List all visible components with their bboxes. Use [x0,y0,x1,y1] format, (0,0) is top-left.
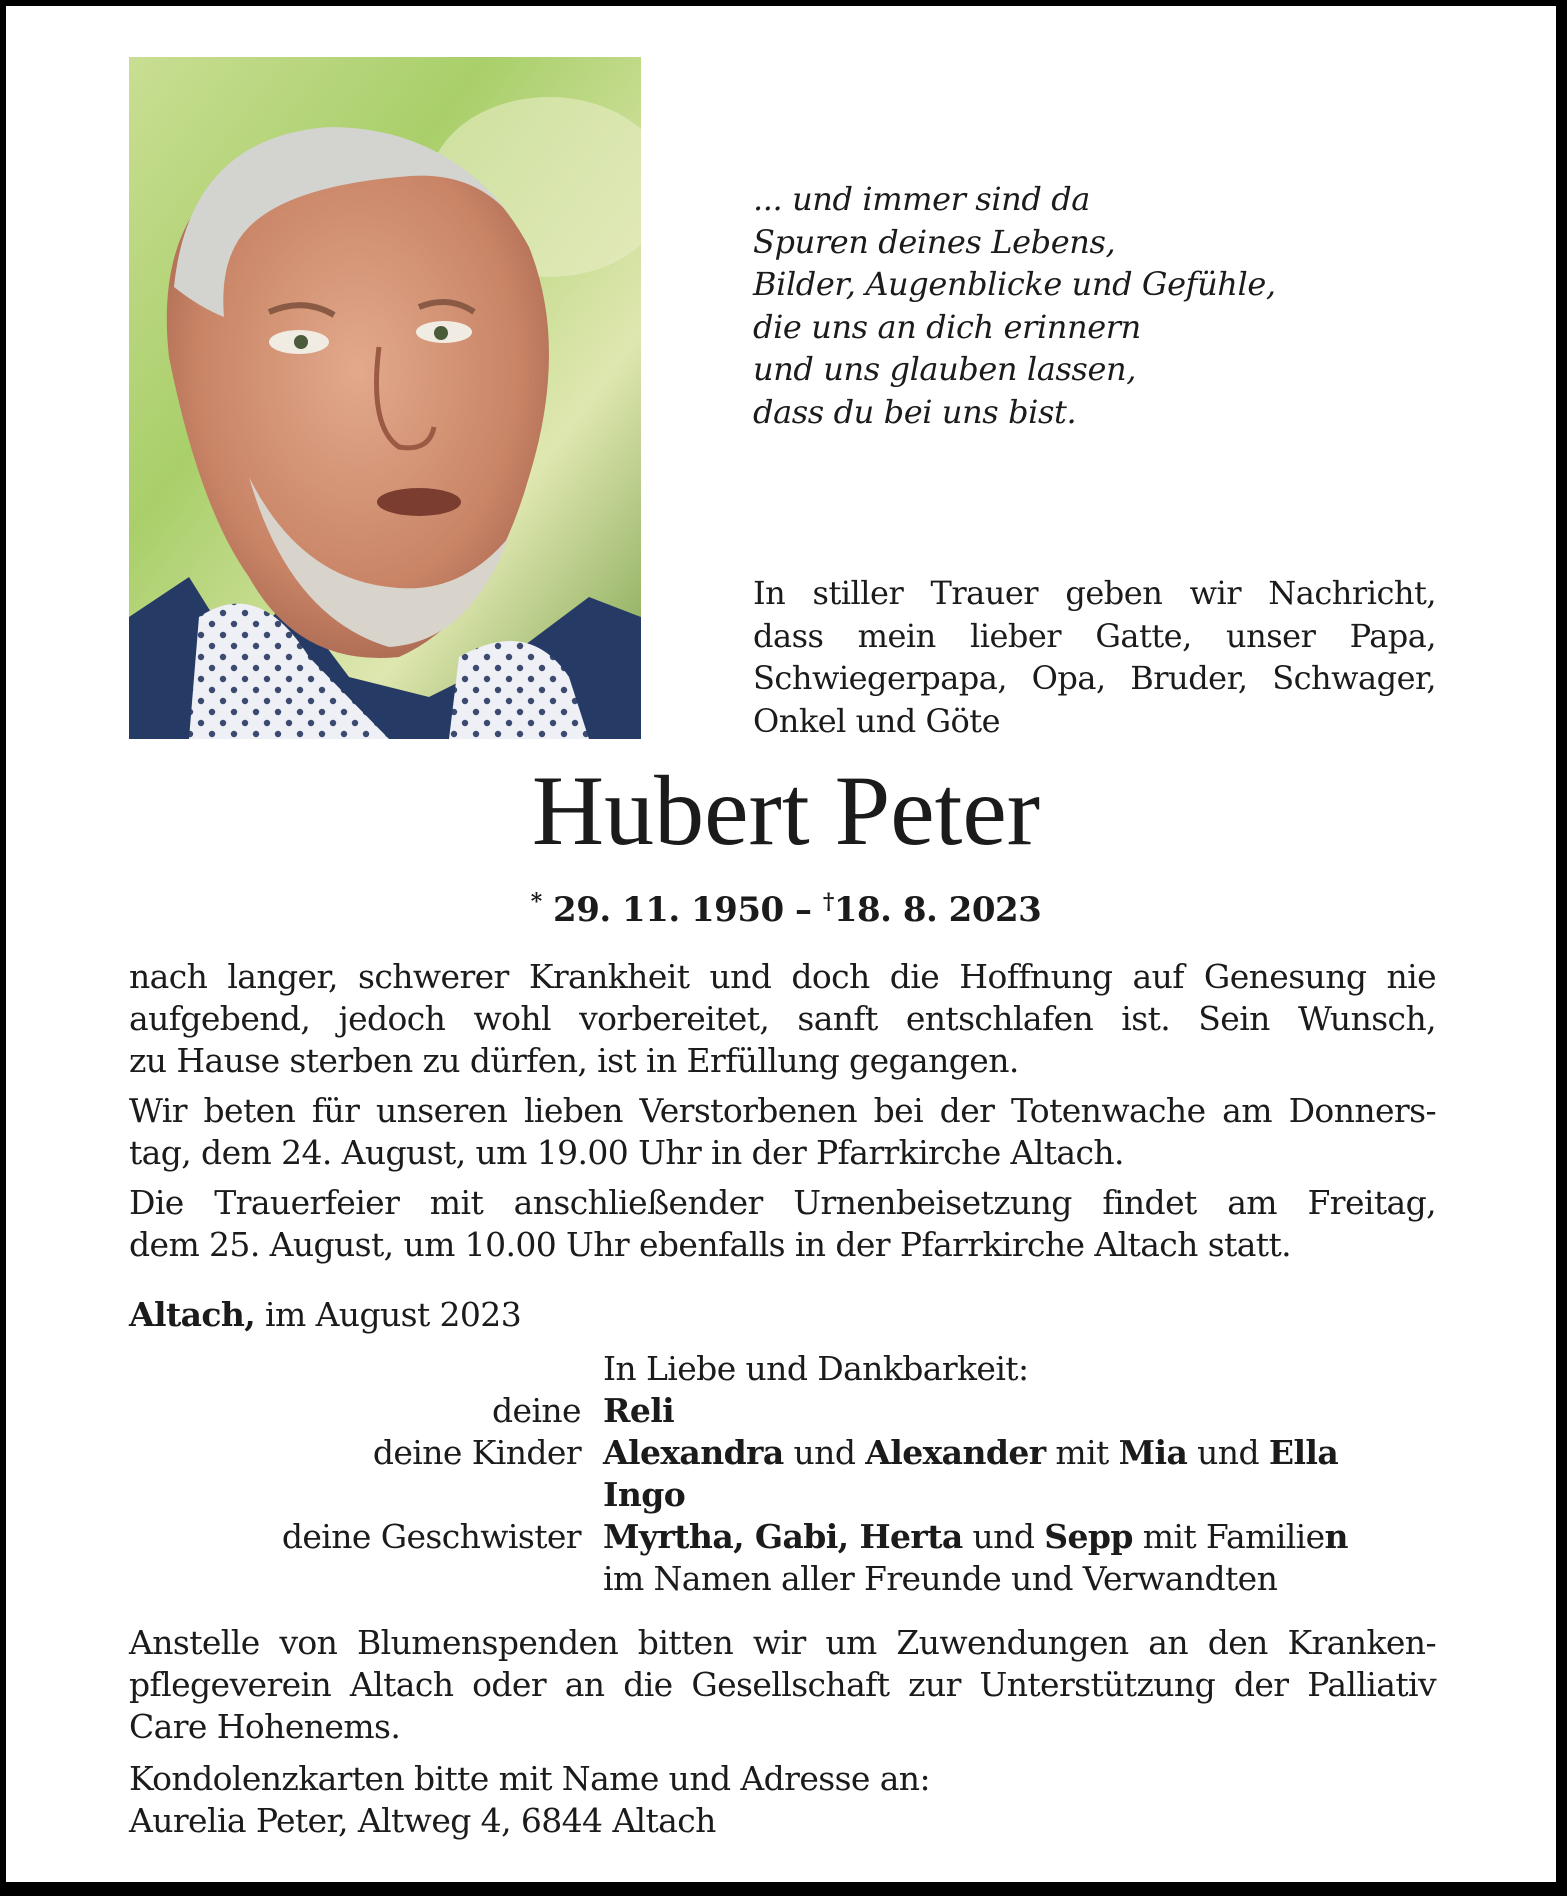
mourners-heading: In Liebe und Dankbarkeit: [603,1349,1029,1388]
donation-note [129,1622,1436,1748]
mourner-row-children: deine Kinder Alexandra und Alexander mit Mia und Ella [129,1432,1449,1474]
poem-line: dass du bei uns bist. [753,392,1077,431]
condolence-address [129,1758,1436,1842]
intro-line: Schwiegerpapa, Opa, Bruder, Schwager, [753,659,1436,697]
mourner-label: deine Kinder [372,1433,581,1472]
place-and-date [129,1294,521,1336]
body-line: Die Trauerfeier mit anschließender Urnenbeisetzung findet am Freitag, [129,1183,1436,1222]
death-date: 18. 8. 2023 [833,890,1042,930]
paragraph-passing [129,956,1436,1082]
body-line: tag, dem 24. August, um 19.00 Uhr in der Pfarrkirche Altach. [129,1133,1124,1172]
mourner-label: deine Geschwister [281,1517,581,1556]
closing-line: Aurelia Peter, Altweg 4, 6844 Altach [129,1801,716,1840]
poem-line: die uns an dich erinnern [753,307,1141,346]
mourner-name: Sepp [1044,1517,1133,1556]
birth-date: 29. 11. 1950 [553,890,784,930]
portrait-image [129,57,641,739]
deceased-name: Hubert Peter [531,755,1041,866]
announcement-body [129,956,1436,1274]
date: im August 2023 [265,1295,522,1334]
mourner-label: deine [492,1391,581,1430]
intro-line: dass mein lieber Gatte, unser Papa, [753,616,1436,655]
mourner-name: Reli [603,1391,675,1430]
body-line: zu Hause sterben zu dürfen, ist in Erfüllung gegangen. [129,1041,1019,1080]
closing-line: pflegeverein Altach oder an die Gesellschaft zur Unterstützung der Palliativ [129,1665,1436,1704]
closing-line: Anstelle von Blumenspenden bitten wir um Zuwendungen an den Kranken- [129,1623,1436,1662]
obituary-page [6,6,1556,1882]
poem-line: und uns glauben lassen, [753,350,1136,388]
announcement-intro [753,572,1436,742]
place: Altach, [129,1295,256,1334]
birth-symbol: * [530,889,542,915]
mourner-name: Mia [1118,1433,1188,1472]
poem [753,178,1453,433]
life-dates [6,882,1556,930]
mourner-row-friends [129,1558,1449,1600]
closing-notes [129,1622,1436,1852]
closing-line: Care Hohenems. [129,1707,401,1746]
paragraph-funeral [129,1182,1436,1266]
closing-line: Kondolenzkarten bitte mit Name und Adresse an: [129,1759,930,1798]
mourner-name: Alexander [865,1433,1046,1472]
date-separator: – [795,890,812,930]
death-symbol: † [822,889,834,915]
mourner-name: Myrtha, Gabi, Herta [603,1517,963,1556]
mourner-row-child [129,1474,1449,1516]
poem-line: Spuren deines Lebens, [753,222,1116,261]
mourner-friends: im Namen aller Freunde und Verwandten [603,1559,1278,1598]
poem-line: ... und immer sind da [753,180,1090,218]
body-line: aufgebend, jedoch wohl vorbereitet, sanft entschlafen ist. Sein Wunsch, [129,999,1436,1038]
intro-line: Onkel und Göte [753,701,1001,740]
poem-line: Bilder, Augenblicke und Gefühle, [753,265,1276,303]
body-line: dem 25. August, um 10.00 Uhr ebenfalls in der Pfarrkirche Altach statt. [129,1225,1291,1264]
paragraph-wake [129,1090,1436,1174]
mourner-name: Ella [1268,1433,1339,1472]
mourner-name: Ingo [603,1475,686,1514]
portrait-photo [129,57,641,739]
mourner-row-wife [129,1390,1449,1432]
mourner-row-siblings: deine Geschwister Myrtha, Gabi, Herta und Sepp mit Familien [129,1516,1449,1558]
intro-line: In stiller Trauer geben wir Nachricht, [753,574,1436,612]
mourner-name: Alexandra [603,1433,784,1472]
body-line: Wir beten für unseren lieben Verstorbenen bei der Totenwache am Donners- [129,1091,1436,1130]
body-line: nach langer, schwerer Krankheit und doch die Hoffnung auf Genesung nie [129,957,1436,996]
mourners-list [129,1348,1449,1600]
mourners-heading-row [129,1348,1449,1390]
